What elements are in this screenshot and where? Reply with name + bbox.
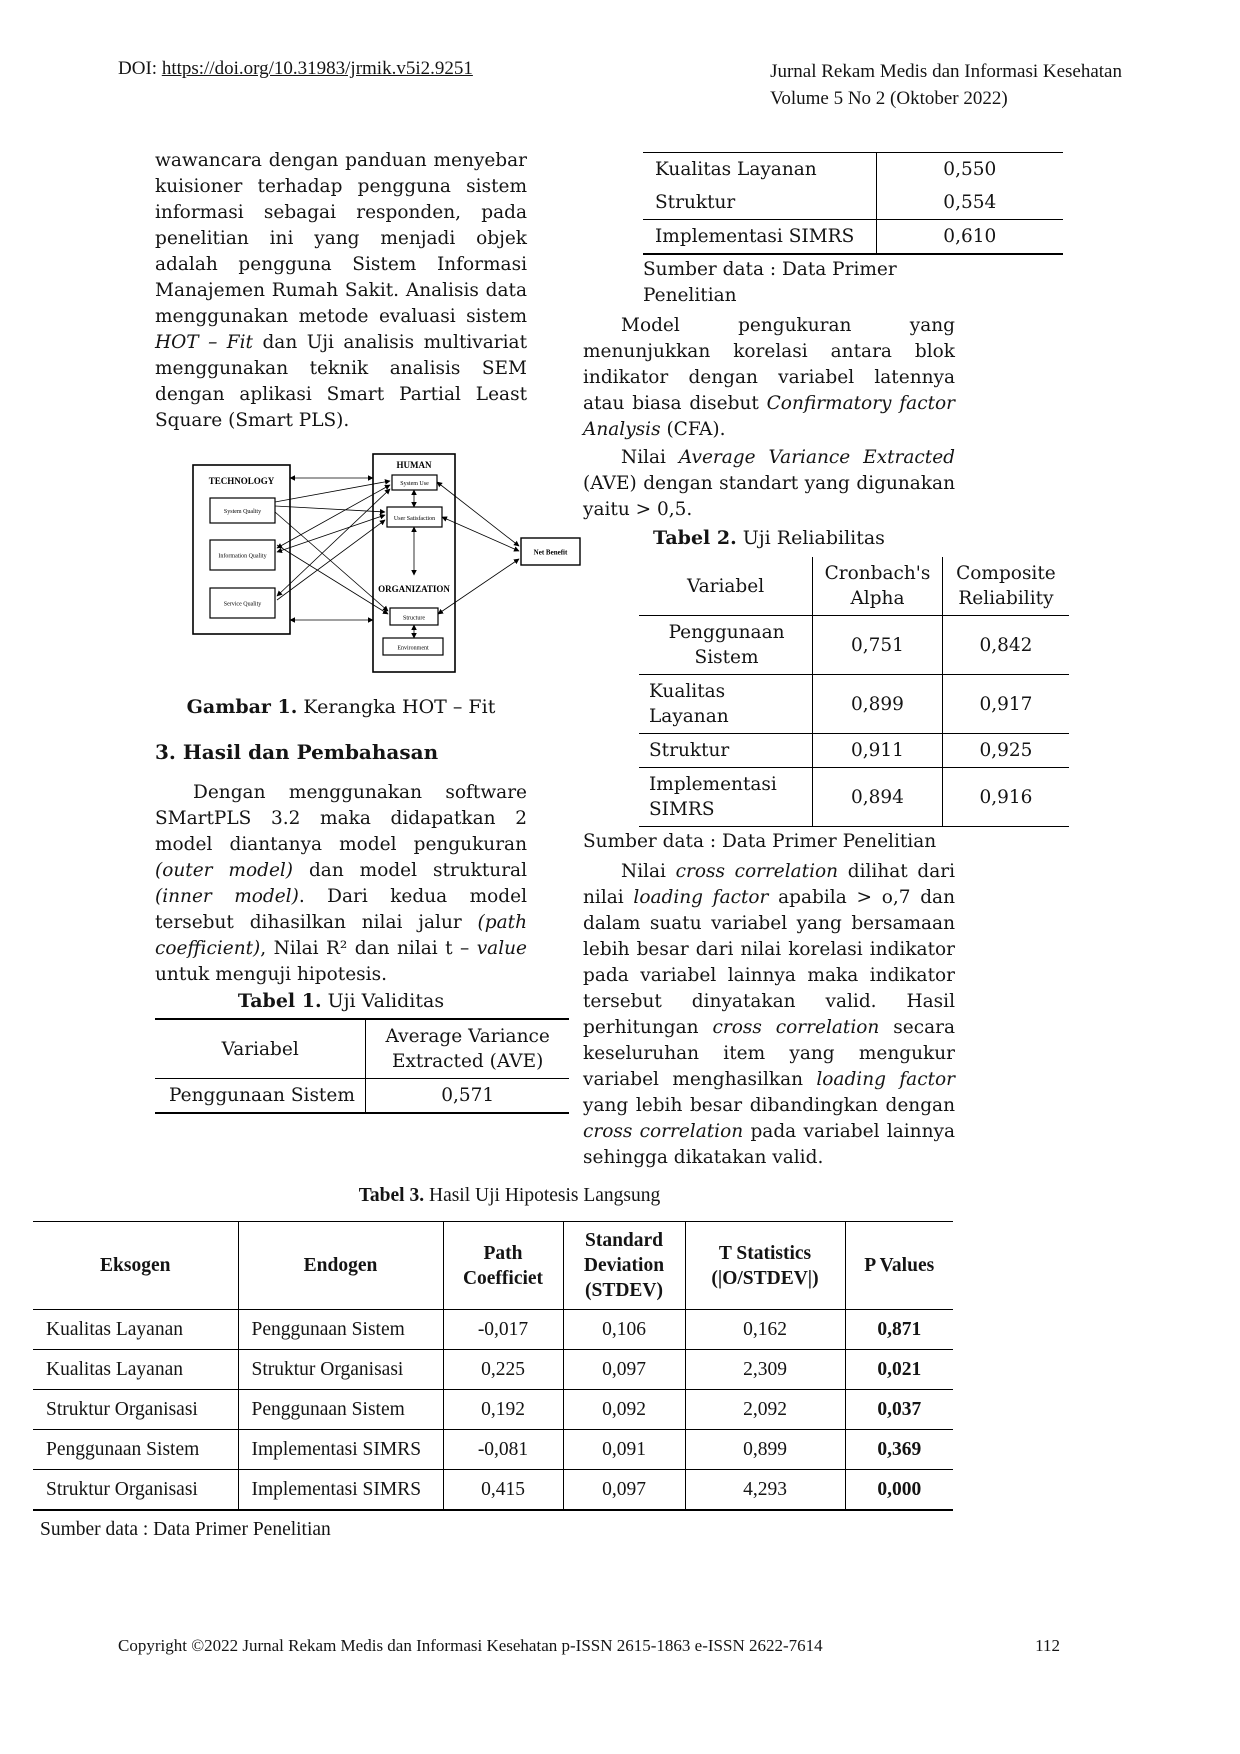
table-row: [643, 153, 1063, 187]
table-row: [155, 1079, 569, 1114]
table-header-row: [639, 557, 1069, 616]
two-column-body: [155, 148, 1240, 1171]
source-note: Sumber data : Data Primer Penelitian: [40, 1519, 331, 1540]
source-note: Sumber data : Data Primer Penelitian: [643, 259, 897, 306]
table-cell: 0,899: [685, 1430, 845, 1470]
table-header-cell: Average Variance Extracted (AVE): [366, 1019, 569, 1079]
net-benefit-label: Net Benefit: [533, 548, 568, 557]
table-cell: -0,081: [443, 1430, 563, 1470]
system-quality-label: System Quality: [223, 509, 262, 515]
table-header-cell: Path Coefficiet: [443, 1222, 563, 1310]
table3-hypothesis: [33, 1221, 953, 1511]
table-cell: 0,751: [813, 616, 943, 675]
table-row: [33, 1350, 953, 1390]
table-cell: Implementasi SIMRS: [643, 220, 876, 255]
table-cell: 0,021: [845, 1350, 953, 1390]
table-cell: 0,000: [845, 1470, 953, 1511]
table-row: [639, 675, 1069, 734]
technology-label: TECHNOLOGY: [208, 476, 275, 486]
section-heading: 3. Hasil dan Pembahasan: [155, 740, 439, 764]
table-cell: Struktur Organisasi: [238, 1350, 443, 1390]
human-label: HUMAN: [396, 460, 432, 470]
paragraph-cross-correlation: Nilai cross correlation dilihat dari nilai loading factor apabila > o,7 dan dalam suatu variabel yang bersamaan lebih besar dari nilai korelasi indikator pada variabel lainnya maka indikator tersebut dinyatakan valid. Hasil perhitungan cross correlation secara keseluruhan item yang mengukur variabel menghasilkan loading factor yang lebih besar dibandingkan dengan cross correlation pada variabel lainnya sehingga dikatakan valid.: [583, 861, 955, 1168]
table-row: [639, 768, 1069, 827]
table-cell: 0,415: [443, 1470, 563, 1511]
table-cell: Penggunaan Sistem: [155, 1079, 366, 1114]
table-cell: Struktur: [639, 734, 813, 768]
table-cell: Struktur: [655, 192, 736, 213]
table-cell: Kualitas Layanan: [643, 153, 876, 187]
organization-label: ORGANIZATION: [378, 584, 450, 594]
table-cell: 0,092: [563, 1390, 685, 1430]
diagram-box-system-use: [392, 475, 437, 490]
page-number: 112: [1035, 1636, 1060, 1655]
table1-validity: [155, 1018, 569, 1114]
table-header-cell: T Statistics (|O/STDEV|): [685, 1222, 845, 1310]
diagram-box-environment: [383, 638, 443, 655]
table-cell: 0,917: [942, 675, 1069, 734]
system-use-label: System Use: [400, 481, 429, 487]
table-cell: 0,097: [563, 1470, 685, 1511]
paragraph-models: Dengan menggunakan software SMartPLS 3.2 maka didapatkan 2 model diantanya model pengukuran (outer model) dan model struktural (inner model). Dari kedua model tersebut dihasilkan nilai jalur (path coefficient), Nilai R² dan nilai t – value untuk menguji hipotesis.: [155, 782, 528, 985]
table-cell: Penggunaan Sistem: [238, 1390, 443, 1430]
doi-label: DOI:: [118, 58, 158, 79]
table3-caption: Tabel 3. Hasil Uji Hipotesis Langsung: [358, 1185, 661, 1206]
table-cell: 0,871: [845, 1310, 953, 1350]
user-satisfaction-label: User Satisfaction: [393, 516, 436, 522]
table-cell: Penggunaan Sistem: [639, 616, 813, 675]
table-row: [643, 220, 1063, 255]
right-column: [583, 148, 1056, 1171]
structure-label: Structure: [403, 615, 425, 622]
figure1-caption: Gambar 1. Kerangka HOT – Fit: [186, 696, 496, 718]
diagram-arrows: [275, 478, 519, 638]
table-header-cell: Composite Reliability: [942, 557, 1069, 616]
table2-reliability: [639, 557, 1069, 827]
table-header-cell: Cronbach's Alpha: [813, 557, 943, 616]
table-header-cell: Endogen: [238, 1222, 443, 1310]
table-cell: Struktur Organisasi: [33, 1470, 238, 1511]
table-cell: Struktur Organisasi: [33, 1390, 238, 1430]
table-cell: Kualitas Layanan: [639, 675, 813, 734]
table-cell: Penggunaan Sistem: [238, 1310, 443, 1350]
table-cell: 0,192: [443, 1390, 563, 1430]
copyright-line: Copyright ©2022 Jurnal Rekam Medis dan Informasi Kesehatan p-ISSN 2615-1863 e-ISSN 2622-7614: [118, 1636, 823, 1655]
journal-info: [770, 58, 1122, 112]
table-row: [33, 1470, 953, 1511]
table-cell: 0,916: [942, 768, 1069, 827]
table-cell: 0,037: [845, 1390, 953, 1430]
table-row: [643, 186, 1063, 220]
table-header-row: [33, 1222, 953, 1310]
table-cell: 0,554: [876, 186, 1063, 220]
table-cell: 0,225: [443, 1350, 563, 1390]
table-cell: Penggunaan Sistem: [33, 1430, 238, 1470]
table-header-cell: Eksogen: [33, 1222, 238, 1310]
diagram-box-system-quality: [210, 498, 275, 523]
environment-label: Environment: [397, 645, 429, 652]
doi-link[interactable]: https://doi.org/10.31983/jrmik.v5i2.9251: [161, 58, 473, 79]
diagram-box-net-benefit: [521, 538, 580, 565]
paragraph-ave: Nilai Average Variance Extracted (AVE) dengan standart yang digunakan yaitu > 0,5.: [583, 447, 955, 520]
journal-volume: Volume 5 No 2 (Oktober 2022): [770, 88, 1008, 109]
page-footer: [118, 1636, 1122, 1656]
table3-section: [0, 1185, 1240, 1541]
table-cell: -0,017: [443, 1310, 563, 1350]
source-note: Sumber data : Data Primer Penelitian: [583, 831, 937, 852]
table-header-cell: Variabel: [639, 557, 813, 616]
table-cell: 2,309: [685, 1350, 845, 1390]
table-row: [33, 1430, 953, 1470]
table-cell: 0,894: [813, 768, 943, 827]
paragraph-cfa: Model pengukuran yang menunjukkan korelasi antara blok indikator dengan variabel latennya atau biasa disebut Confirmatory factor Analysis (CFA).: [583, 315, 955, 440]
doi-line: [118, 58, 473, 80]
hotfit-diagram: [165, 450, 568, 678]
table-cell: 0,571: [366, 1079, 569, 1114]
table-cell: Implementasi SIMRS: [238, 1430, 443, 1470]
table-cell: 0,162: [685, 1310, 845, 1350]
table1-caption: Tabel 1. Uji Validitas: [237, 990, 445, 1012]
diagram-box-service-quality: [210, 588, 275, 618]
diagram-box-structure: [390, 608, 438, 625]
table-row: [639, 616, 1069, 675]
table-header-row: [155, 1019, 569, 1079]
table-cell: 0,911: [813, 734, 943, 768]
table1-continued: [643, 152, 1063, 255]
table-row: [33, 1310, 953, 1350]
table-cell: 0,899: [813, 675, 943, 734]
service-quality-label: Service Quality: [223, 601, 262, 608]
table-cell: 4,293: [685, 1470, 845, 1511]
table-header-cell: Variabel: [155, 1019, 366, 1079]
table-cell: Kualitas Layanan: [33, 1350, 238, 1390]
table-cell: 0,550: [876, 153, 1063, 187]
table-row: [33, 1390, 953, 1430]
table-header-cell: P Values: [845, 1222, 953, 1310]
table-cell: Kualitas Layanan: [33, 1310, 238, 1350]
table-cell: Implementasi SIMRS: [238, 1470, 443, 1511]
table-cell: 0,925: [942, 734, 1069, 768]
table-row: [639, 734, 1069, 768]
paragraph-methods: wawancara dengan panduan menyebar kuisioner terhadap pengguna sistem informasi sebagai responden, pada penelitian ini yang menjadi objek adalah pengguna Sistem Informasi Manajemen Rumah Sakit. Analisis data menggunakan metode evaluasi sistem HOT – Fit dan Uji analisis multivariat menggunakan teknik analisis SEM dengan aplikasi Smart Partial Least Square (Smart PLS).: [155, 150, 527, 431]
left-column: [155, 148, 568, 1171]
table-cell: Implementasi SIMRS: [639, 768, 813, 827]
information-quality-label: Information Quality: [218, 553, 267, 560]
table-cell: 0,369: [845, 1430, 953, 1470]
diagram-box-information-quality: [210, 540, 275, 570]
table-cell: 0,610: [876, 220, 1063, 255]
table-cell: 0,097: [563, 1350, 685, 1390]
table2-caption: Tabel 2. Uji Reliabilitas: [653, 527, 885, 549]
table-header-cell: Standard Deviation (STDEV): [563, 1222, 685, 1310]
table-cell: 2,092: [685, 1390, 845, 1430]
table-cell: 0,091: [563, 1430, 685, 1470]
journal-name: Jurnal Rekam Medis dan Informasi Kesehatan: [770, 61, 1122, 82]
page-header: [0, 0, 1240, 112]
diagram-box-user-satisfaction: [387, 507, 442, 527]
table-cell: 0,106: [563, 1310, 685, 1350]
table-cell: 0,842: [942, 616, 1069, 675]
